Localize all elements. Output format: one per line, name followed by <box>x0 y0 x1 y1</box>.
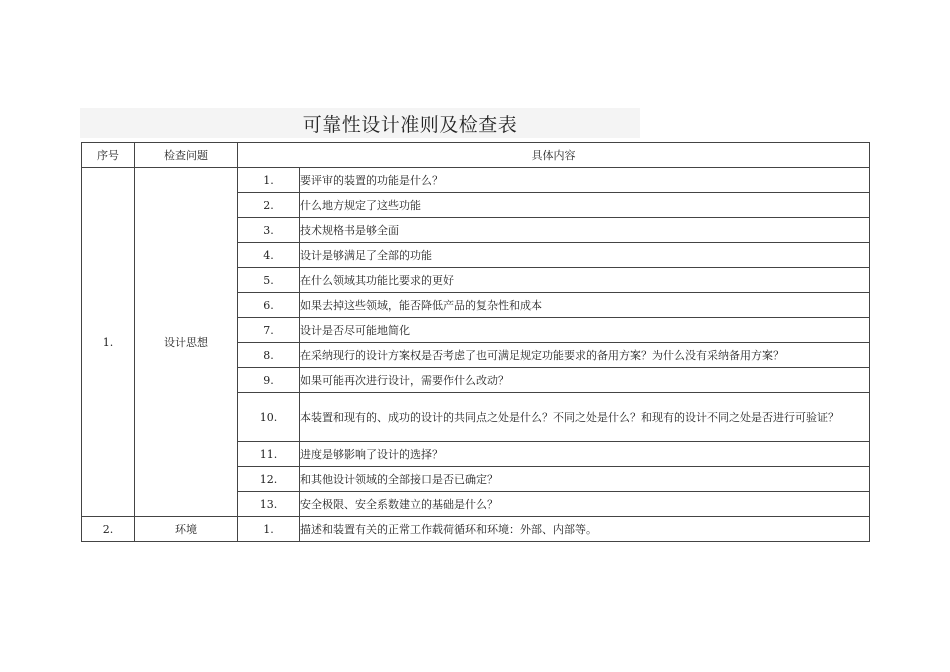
item-content: 如果去掉这些领域，能否降低产品的复杂性和成本 <box>300 293 870 318</box>
checklist-table <box>81 142 870 542</box>
item-number: 2. <box>238 193 300 218</box>
item-number: 4. <box>238 243 300 268</box>
item-content: 安全极限、安全系数建立的基础是什么？ <box>300 492 870 517</box>
table-row <box>82 168 870 193</box>
item-number: 13. <box>238 492 300 517</box>
item-content: 要评审的装置的功能是什么？ <box>300 168 870 193</box>
item-content: 设计是否尽可能地简化 <box>300 318 870 343</box>
group-seq: 2. <box>82 517 135 542</box>
item-content: 描述和装置有关的正常工作载荷循环和环境：外部、内部等。 <box>300 517 870 542</box>
header-row <box>82 143 870 168</box>
item-content: 技术规格书是够全面 <box>300 218 870 243</box>
item-content: 和其他设计领域的全部接口是否已确定？ <box>300 467 870 492</box>
item-number: 10. <box>238 393 300 442</box>
item-content: 进度是够影响了设计的选择？ <box>300 442 870 467</box>
page-title: 可靠性设计准则及检查表 <box>302 114 518 136</box>
item-content: 本装置和现有的、成功的设计的共同点之处是什么？不同之处是什么？和现有的设计不同之处是否进行可验证？ <box>300 393 870 442</box>
group-issue: 设计思想 <box>135 168 238 517</box>
item-number: 1. <box>238 517 300 542</box>
header-seq: 序号 <box>82 143 135 168</box>
item-content: 什么地方规定了这些功能 <box>300 193 870 218</box>
item-number: 6. <box>238 293 300 318</box>
item-number: 7. <box>238 318 300 343</box>
item-number: 5. <box>238 268 300 293</box>
item-number: 12. <box>238 467 300 492</box>
item-number: 3. <box>238 218 300 243</box>
item-content: 如果可能再次进行设计，需要作什么改动？ <box>300 368 870 393</box>
item-number: 8. <box>238 343 300 368</box>
item-content: 设计是够满足了全部的功能 <box>300 243 870 268</box>
group-seq: 1. <box>82 168 135 517</box>
item-content: 在采纳现行的设计方案权是否考虑了也可满足规定功能要求的备用方案？为什么没有采纳备用方案？ <box>300 343 870 368</box>
item-number: 1. <box>238 168 300 193</box>
header-content: 具体内容 <box>238 143 870 168</box>
table-row <box>82 517 870 542</box>
item-number: 11. <box>238 442 300 467</box>
item-number: 9. <box>238 368 300 393</box>
header-issue: 检查问题 <box>135 143 238 168</box>
group-issue: 环境 <box>135 517 238 542</box>
item-content: 在什么领域其功能比要求的更好 <box>300 268 870 293</box>
